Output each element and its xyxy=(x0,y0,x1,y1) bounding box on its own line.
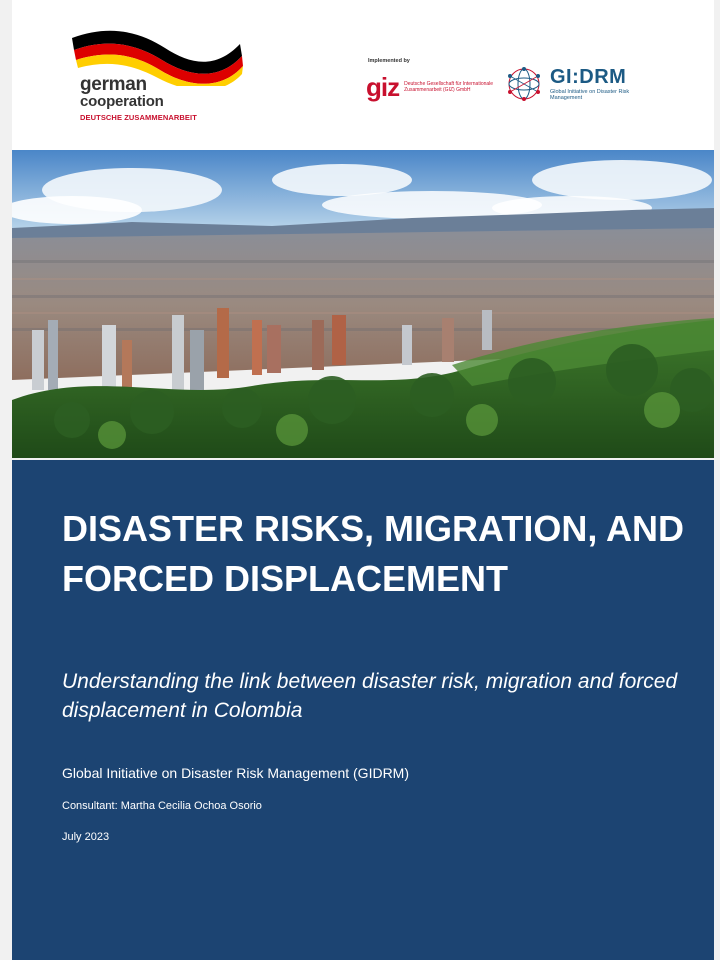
giz-wordmark: giz xyxy=(366,72,400,102)
gc-line-cooperation: cooperation xyxy=(80,93,164,110)
german-cooperation-wordmark xyxy=(80,76,197,122)
giz-description: Deutsche Gesellschaft für Internationale Zusammenarbeit (GIZ) GmbH xyxy=(404,81,494,93)
cover-title-panel xyxy=(12,460,714,960)
report-subtitle: Understanding the link between disaster risk, migration and forced displacement in Colombia xyxy=(62,670,678,722)
giz-logo xyxy=(366,74,496,100)
gc-line-deutsche: DEUTSCHE ZUSAMMENARBEIT xyxy=(80,113,197,122)
report-date: July 2023 xyxy=(62,831,110,843)
report-consultant: Consultant: Martha Cecilia Ochoa Osorio xyxy=(62,800,262,812)
gidrm-description: Global Initiative on Disaster Risk Management xyxy=(550,89,630,101)
implemented-by-label: Implemented by xyxy=(368,58,410,64)
report-title: DISASTER RISKS, MIGRATION, AND FORCED DISPLACEMENT xyxy=(62,508,685,599)
gidrm-logo xyxy=(504,64,654,108)
gc-line-german: german xyxy=(80,74,147,95)
cover-header xyxy=(12,0,714,150)
cityscape-illustration xyxy=(12,150,714,458)
network-globe-icon xyxy=(504,64,544,104)
cover-photo-cityscape xyxy=(12,150,714,458)
gidrm-wordmark: GI:DRM xyxy=(550,66,627,88)
report-organization: Global Initiative on Disaster Risk Management (GIDRM) xyxy=(62,765,410,781)
german-cooperation-logo xyxy=(70,26,250,126)
